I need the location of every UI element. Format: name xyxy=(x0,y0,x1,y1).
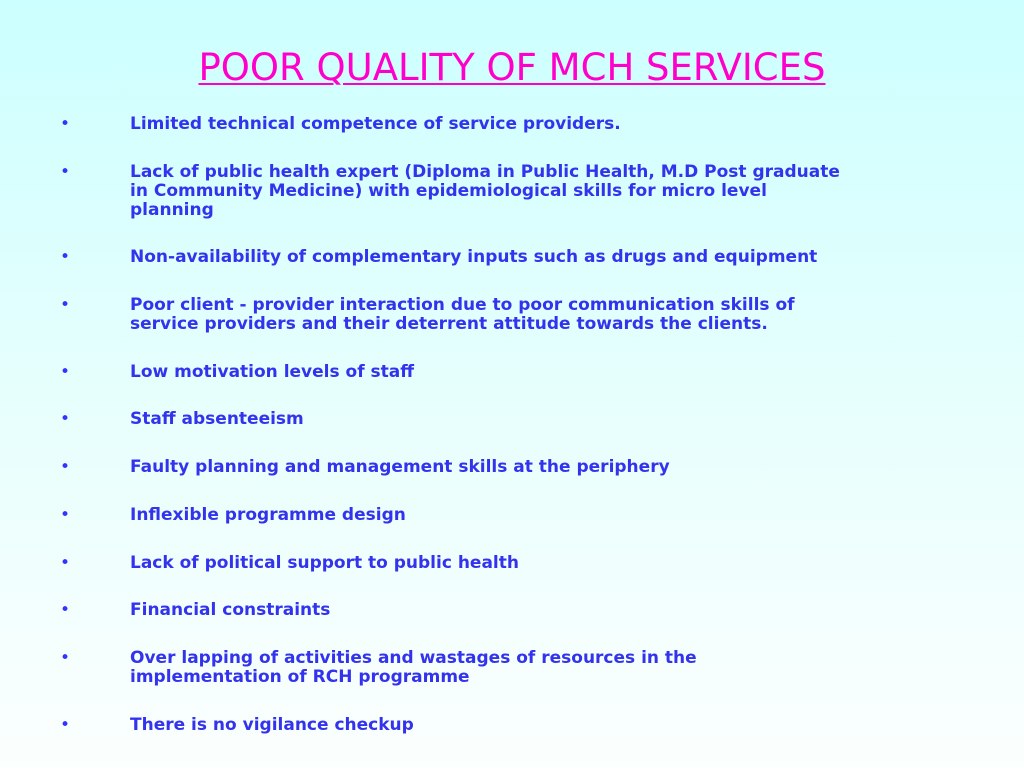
bullet-text: Financial constraints xyxy=(130,600,331,620)
bullet-text: Lack of political support to public health xyxy=(130,553,519,573)
bullet-marker: • xyxy=(60,295,71,315)
bullet-text: Staff absenteeism xyxy=(130,409,304,429)
bullet-text: There is no vigilance checkup xyxy=(130,715,414,735)
bullet-marker: • xyxy=(60,715,71,735)
bullet-text: Low motivation levels of staff xyxy=(130,362,415,382)
bullet-marker: • xyxy=(60,553,71,573)
bullet-text: Non-availability of complementary inputs such as drugs and equipment xyxy=(130,247,818,267)
bullet-text: Limited technical competence of service providers. xyxy=(130,114,621,134)
bullet-text: Inflexible programme design xyxy=(130,505,406,525)
bullet-marker: • xyxy=(60,409,71,429)
bullet-marker: • xyxy=(60,648,71,668)
bullet-marker: • xyxy=(60,505,71,525)
bullet-marker: • xyxy=(60,247,71,267)
bullet-text: Lack of public health expert (Diploma in Public Health, M.D Post graduate in Community Medicine) with epidemiological skills for micro level planning xyxy=(130,162,840,220)
bullet-text: Over lapping of activities and wastages of resources in the implementation of RCH programme xyxy=(130,648,697,687)
bullet-text: Poor client - provider interaction due to poor communication skills of service providers and their deterrent attitude towards the clients. xyxy=(130,295,795,334)
bullet-marker: • xyxy=(60,457,71,477)
bullet-text: Faulty planning and management skills at the periphery xyxy=(130,457,670,477)
bullet-marker: • xyxy=(60,362,71,382)
slide-title: POOR QUALITY OF MCH SERVICES xyxy=(198,46,826,89)
bullet-marker: • xyxy=(60,162,71,182)
bullet-marker: • xyxy=(60,114,71,134)
bullet-marker: • xyxy=(60,600,71,620)
